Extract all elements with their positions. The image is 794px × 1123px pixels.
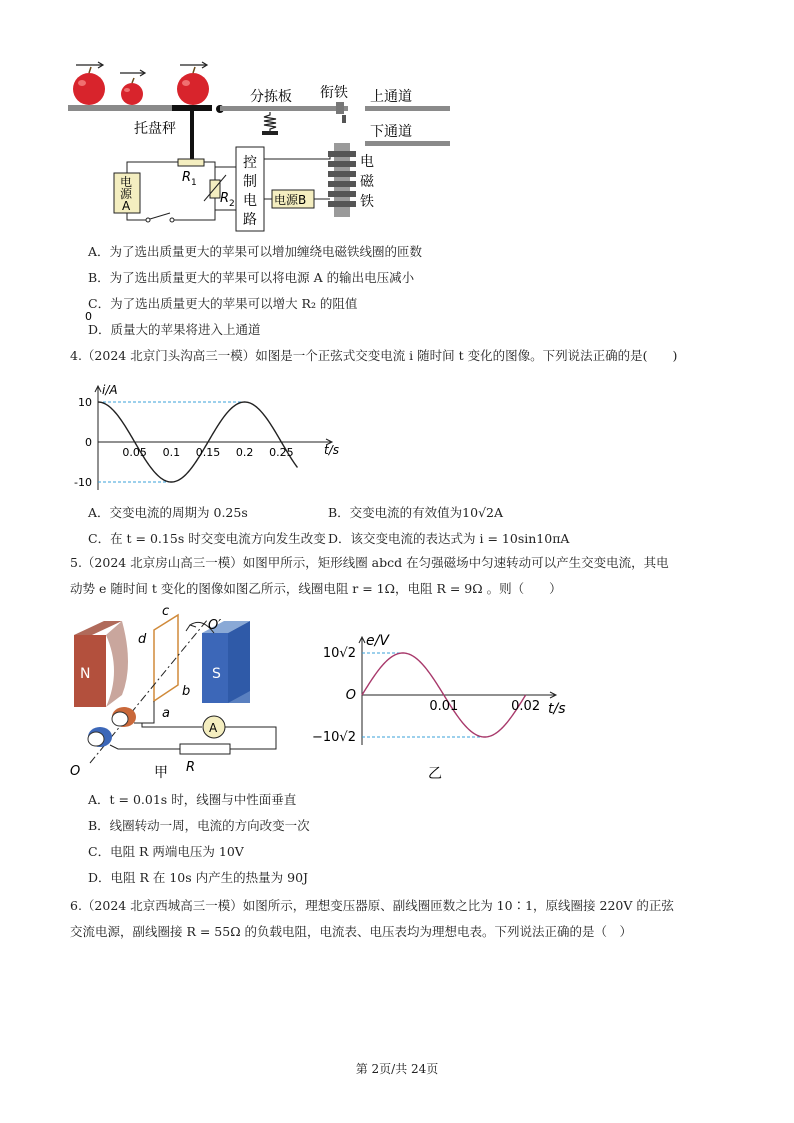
electromagnet — [328, 143, 356, 217]
x-axis-label: t/s — [548, 701, 566, 717]
conveyor-rail — [68, 105, 190, 111]
q4-option-a[interactable]: A．交变电流的周期为 0.25s — [88, 505, 248, 520]
y-tick-label-0: 10√2 — [322, 645, 356, 661]
label-control-2: 制 — [243, 174, 257, 190]
q5-option-a[interactable]: A．t = 0.01s 时，线圈与中性面垂直 — [88, 792, 297, 807]
q4-option-b[interactable]: B．交变电流的有效值为10√2A — [328, 505, 504, 520]
apple-1 — [73, 62, 105, 105]
label-control-4: 路 — [243, 212, 257, 228]
x-tick-label-1: 0.02 — [511, 699, 541, 714]
apple-sorter-figure — [60, 55, 460, 240]
label-a: a — [162, 706, 170, 721]
x-tick-label-0: 0.05 — [122, 446, 147, 459]
label-magnet-1: 电 — [360, 154, 374, 170]
label-control-3: 电 — [243, 193, 257, 209]
label-source-b: 电源B — [274, 193, 307, 207]
x-tick-label-2: 0.15 — [195, 446, 221, 459]
label-r1: $R_1$ — [182, 170, 197, 188]
lower-channel — [365, 141, 450, 146]
label-source-a-3: A — [122, 199, 131, 213]
label-r: R — [186, 760, 196, 775]
q3-option-d[interactable]: D．质量大的苹果将进入上通道 — [88, 322, 261, 337]
label-b: b — [182, 684, 191, 699]
label-r2: $R_2$ — [220, 191, 235, 209]
q3-option-c[interactable]: C．为了选出质量更大的苹果可以增大 R₂ 的阻值 — [88, 296, 358, 311]
label-source-a-2: 源 — [120, 187, 133, 201]
q6-stem-line-1: 6.（2024 北京西城高三一模）如图所示，理想变压器原、副线圈匝数之比为 10∶1，原线圈接 220V 的正弦 — [70, 898, 674, 913]
origin-label: O — [345, 688, 356, 703]
armature — [336, 102, 344, 114]
q5-emf-chart — [310, 620, 570, 785]
tray-post — [190, 111, 194, 163]
upper-channel — [365, 106, 450, 111]
label-o-prime: O′ — [208, 618, 222, 633]
spring — [264, 112, 276, 131]
resistor-r1 — [178, 159, 204, 166]
apple-3 — [177, 62, 209, 105]
label-s: S — [212, 666, 221, 682]
label-magnet-3: 铁 — [360, 194, 374, 210]
label-lower-channel: 下通道 — [370, 124, 412, 140]
fig-caption-yi: 乙 — [428, 766, 442, 782]
label-c: c — [162, 604, 170, 619]
origin-label: 0 — [85, 310, 92, 323]
page-footer: 第 2页/共 24页 — [355, 1062, 439, 1076]
label-d: d — [138, 632, 147, 647]
apple-2 — [120, 70, 145, 105]
q5-stem-line-2: 动势 e 随时间 t 变化的图像如图乙所示，线圈电阻 r = 1Ω，电阻 R = 9Ω 。则（ ） — [70, 581, 562, 596]
label-sorter-board: 分拣板 — [250, 89, 292, 105]
x-tick-label-4: 0.25 — [269, 446, 294, 459]
label-ammeter: A — [209, 721, 218, 735]
tray-plate — [172, 105, 212, 111]
label-upper-channel: 上通道 — [370, 89, 412, 105]
y-axis-label: e/V — [366, 633, 389, 649]
fig-caption-jia: 甲 — [154, 765, 168, 781]
x-tick-label-0: 0.01 — [429, 699, 459, 714]
magnet-s — [202, 621, 250, 703]
q3-option-b[interactable]: B．为了选出质量更大的苹果可以将电源 A 的输出电压减小 — [88, 270, 415, 285]
q4-option-c[interactable]: C．在 t = 0.15s 时交变电流方向发生改变 — [88, 531, 326, 546]
label-control-1: 控 — [243, 155, 257, 171]
q5-stem-line-1: 5.（2024 北京房山高三一模）如图甲所示，矩形线圈 abcd 在匀强磁场中匀速转动可以产生交变电流，其电 — [70, 555, 669, 570]
q5-option-c[interactable]: C．电阻 R 两端电压为 10V — [88, 844, 244, 859]
slip-ring-back — [88, 727, 112, 747]
q5-option-b[interactable]: B．线圈转动一周，电流的方向改变一次 — [88, 818, 310, 833]
y-tick-label-0: 10 — [78, 396, 92, 409]
y-tick-label-1: −10√2 — [312, 730, 356, 746]
q6-stem-line-2: 交流电源，副线圈接 R = 55Ω 的负载电阻，电流表、电压表均为理想电表。下列说法正确的是（ ） — [70, 924, 633, 939]
generator-figure — [62, 605, 292, 785]
label-n: N — [80, 666, 91, 682]
x-tick-label-1: 0.1 — [162, 446, 181, 459]
label-source-a-1: 电 — [120, 175, 133, 189]
y-tick-label-2: -10 — [74, 476, 92, 489]
switch[interactable] — [146, 218, 150, 222]
sorter-board — [220, 106, 348, 111]
x-tick-label-3: 0.2 — [235, 446, 254, 459]
x-axis-label: t/s — [324, 443, 339, 457]
y-tick-label-1: 0 — [85, 436, 92, 449]
coil — [154, 615, 178, 701]
label-tray-scale: 托盘秤 — [134, 121, 176, 137]
resistor-r — [180, 744, 230, 754]
label-o: O — [70, 764, 81, 779]
y-axis-label: i/A — [102, 383, 118, 397]
label-armature: 衔铁 — [320, 85, 348, 101]
q4-option-d[interactable]: D．该交变电流的表达式为 i = 10sin10πA — [328, 531, 570, 546]
q5-option-d[interactable]: D．电阻 R 在 10s 内产生的热量为 90J — [88, 870, 309, 885]
slip-ring-front — [112, 707, 136, 727]
q4-stem: 4.（2024 北京门头沟高三一模）如图是一个正弦式交变电流 i 随时间 t 变化的图像。下列说法正确的是( ) — [70, 348, 678, 363]
q3-option-a[interactable]: A．为了选出质量更大的苹果可以增加缠绕电磁铁线圈的匝数 — [88, 244, 423, 259]
resistor-r2 — [210, 180, 220, 198]
magnet-n — [74, 621, 128, 707]
label-magnet-2: 磁 — [360, 174, 374, 190]
